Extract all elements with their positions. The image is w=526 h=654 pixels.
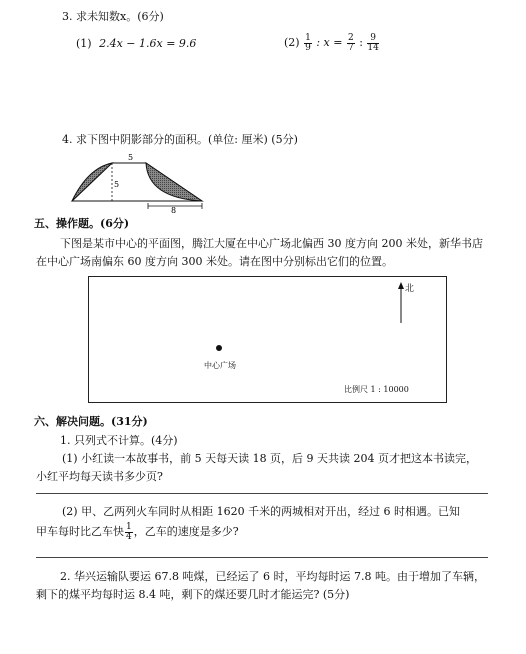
- q3-part1-equation: 2.4x − 1.6x = 9.6: [99, 37, 197, 50]
- dim-bottom-label: 8: [171, 206, 177, 215]
- q3-fraction-1: [304, 34, 312, 53]
- q3-part2-label: (2): [284, 36, 300, 49]
- s6-problem1-line2: 小红平均每天读书多少页?: [36, 470, 163, 483]
- city-center-map[interactable]: [88, 276, 447, 403]
- q3-fraction-2: [347, 34, 355, 53]
- section6-heading: 六、解决问题。(31分): [34, 415, 148, 428]
- dim-top-label: 5: [128, 153, 134, 162]
- fraction-denominator: 4: [126, 531, 132, 542]
- section5-text-line1: 下图是某市中心的平面图，腾江大厦在中心广场北偏西 30 度方向 200 米处，新华书店: [60, 237, 483, 250]
- fraction-numerator: 1: [305, 32, 311, 43]
- q3-fraction-3: [367, 34, 378, 53]
- section5-heading: 五、操作题。(6分): [34, 217, 130, 230]
- dim-height-label: 5: [114, 180, 120, 189]
- s6-problem2-line1: (2) 甲、乙两列火车同时从相距 1620 千米的两城相对开出，经过 6 时相遇。已知: [62, 505, 461, 518]
- north-label: 北: [405, 284, 415, 294]
- fraction-denominator: 7: [347, 42, 354, 53]
- fraction-denominator: 14: [367, 42, 379, 53]
- map-scale-label: 比例尺 1 : 10000: [344, 385, 409, 394]
- center-point-dot: [216, 345, 222, 351]
- section5-text-line2: 在中心广场南偏东 60 度方向 300 米处。请在图中分别标出它们的位置。: [36, 255, 393, 268]
- fraction-numerator: 1: [126, 521, 132, 532]
- fraction-numerator: 2: [347, 32, 354, 43]
- q3-part1: [76, 37, 196, 51]
- shaded-area-figure: [66, 150, 214, 216]
- s6-problem2-fraction: [125, 523, 133, 542]
- s6-question2-line1: 2. 华兴运输队要运 67.8 吨煤，已经运了 6 时，平均每时运 7.8 吨。由于增加了车辆，: [60, 570, 485, 583]
- answer-line-1[interactable]: [36, 493, 488, 494]
- center-square-label: 中心广场: [204, 361, 236, 370]
- fraction-numerator: 9: [367, 34, 378, 44]
- q3-part2-colon: :: [359, 36, 363, 49]
- q4-title: 4. 求下图中阴影部分的面积。(单位: 厘米) (5分): [62, 133, 298, 146]
- s6-question2-line2: 剩下的煤平均每时运 8.4 吨，剩下的煤还要几时才能运完? (5分): [36, 588, 350, 601]
- answer-line-2[interactable]: [36, 557, 488, 558]
- s6-problem2-line2: [36, 522, 239, 542]
- q3-part1-label: (1): [76, 37, 92, 50]
- q3-part2-mid: : x =: [316, 36, 343, 49]
- s6-problem1-line1: (1) 小红读一本故事书，前 5 天每天读 18 页，后 9 天共读 204 页才把这本书读完，: [62, 452, 478, 465]
- q3-title: 3. 求未知数x。(6分): [62, 10, 164, 23]
- s6-problem2-text-pre: 甲车每时比乙车快: [36, 525, 124, 538]
- s6-problem2-text-post: ，乙车的速度是多少?: [133, 525, 239, 538]
- fraction-denominator: 9: [305, 42, 311, 53]
- section6-sub1-title: 1. 只列式不计算。(4分): [60, 434, 178, 447]
- q3-part2: [284, 33, 380, 53]
